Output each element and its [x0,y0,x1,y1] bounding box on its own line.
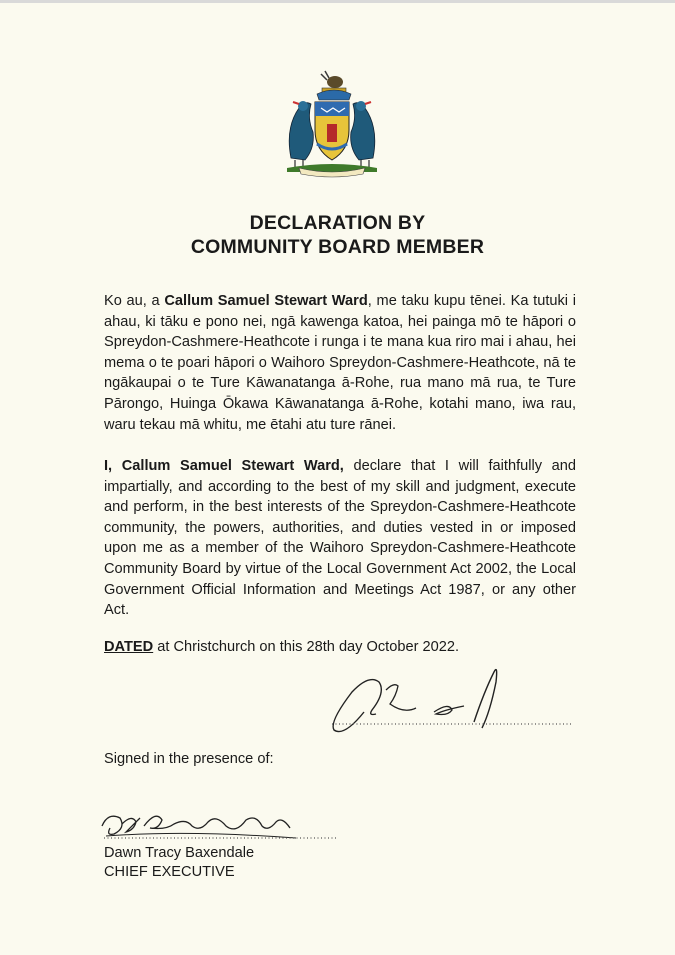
signed-in-presence-text: Signed in the presence of: [104,751,274,767]
member-name: Callum Samuel Stewart Ward [164,293,368,309]
coat-of-arms-crest [277,68,387,178]
witness-name: Dawn Tracy Baxendale [104,845,255,861]
maori-body-text: , me taku kupu tēnei. Ka tutuki i ahau, ki tāku e pono nei, ngā kawenga katoa, hei painga mō te hāpori o Spreydon-Cashmere-Heathcote i runga i te mana kua riro mai i ahau, hei mema o te poari hāpori o Waihoro Spreydon-Cashmere-Heathcote, nā te ngākaupai o te Ture Kāwanatanga ā-Rohe, rua mano mā rua, te Ture Pārongo, Huinga Ōkawa Kāwanatanga ā-Rohe, kotahi mano, iwa rau, waru tekau mā whitu, me ētahi atu ture rānei. [104,293,576,433]
declaration-title-line1: DECLARATION BY [249,212,426,234]
maori-declaration-paragraph [104,291,576,435]
page-top-border [0,0,675,3]
witness-signature [96,804,346,848]
dated-label: DATED [104,639,154,655]
declaration-title-line2: COMMUNITY BOARD MEMBER [190,236,485,258]
maori-intro-text: Ko au, a [104,293,165,309]
english-lead-text: I, Callum Samuel Stewart Ward, [104,458,344,474]
dated-text: at Christchurch on this 28th day October 2022. [153,639,460,655]
english-declaration-paragraph [104,456,576,621]
member-signature [324,652,574,742]
witness-title: CHIEF EXECUTIVE [104,864,235,880]
english-body-text: declare that I will faithfully and impartially, and according to the best of my skill and judgment, execute and perform, in the best interests of the Spreydon-Cashmere-Heathcote community, the powers, authorities, and duties vested in or imposed upon me as a member of the Waihoro Spreydon-Cashmere-Heathcote Community Board by virtue of the Local Government Act 2002, the Local Government Official Information and Meetings Act 1987, or any other Act. [104,458,576,619]
